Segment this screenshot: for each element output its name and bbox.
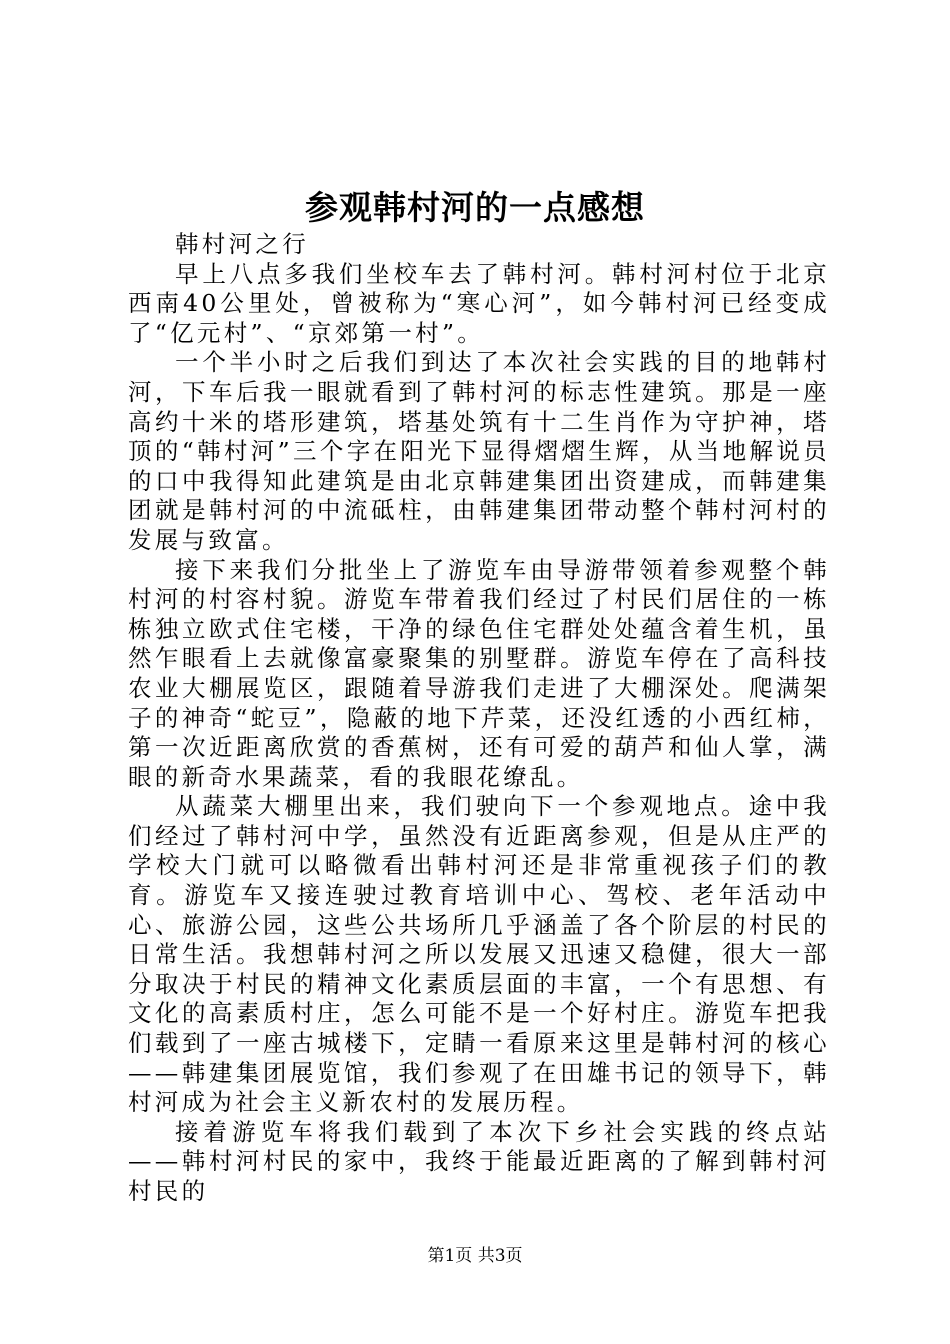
paragraph: 从蔬菜大棚里出来，我们驶向下一个参观地点。途中我们经过了韩村河中学，虽然没有近距离参观，但是从庄严的学校大门就可以略微看出韩村河还是非常重视孩子们的教育。游览车又接连驶过教育培训中心、驾校、老年活动中心、旅游公园，这些公共场所几乎涵盖了各个阶层的村民的日常生活。我想韩村河之所以发展又迅速又稳健，很大一部分取决于村民的精神文化素质层面的丰富，一个有思想、有文化的高素质村庄，怎么可能不是一个好村庄。游览车把我们载到了一座古城楼下，定睛一看原来这里是韩村河的核心——韩建集团展览馆，我们参观了在田雄书记的领导下，韩村河成为社会主义新农村的发展历程。 <box>128 792 830 1117</box>
paragraph-heading: 韩村河之行 <box>175 230 309 258</box>
page-footer: 第1页 共3页 <box>427 1246 523 1266</box>
paragraph: 早上八点多我们坐校车去了韩村河。韩村河村位于北京西南40公里处，曾被称为“寒心河”，如今韩村河已经变成了“亿元村”、“京郊第一村”。 <box>128 259 830 347</box>
document-title: 参观韩村河的一点感想 <box>305 188 645 227</box>
paragraph: 接着游览车将我们载到了本次下乡社会实践的终点站——韩村河村民的家中，我终于能最近距离的了解到韩村河村民的 <box>128 1117 830 1205</box>
paragraph: 一个半小时之后我们到达了本次社会实践的目的地韩村河，下车后我一眼就看到了韩村河的标志性建筑。那是一座高约十米的塔形建筑，塔基处筑有十二生肖作为守护神，塔顶的“韩村河”三个字在阳光下显得熠熠生辉，从当地解说员的口中我得知此建筑是由北京韩建集团出资建成，而韩建集团就是韩村河的中流砥柱，由韩建集团带动整个韩村河村的发展与致富。 <box>128 348 830 554</box>
paragraph: 接下来我们分批坐上了游览车由导游带领着参观整个韩村河的村容村貌。游览车带着我们经过了村民们居住的一栋栋独立欧式住宅楼，干净的绿色住宅群处处蕴含着生机，虽然乍眼看上去就像富豪聚集的别墅群。游览车停在了高科技农业大棚展览区，跟随着导游我们走进了大棚深处。爬满架子的神奇“蛇豆”，隐蔽的地下芹菜，还没红透的小西红柿，第一次近距离欣赏的香蕉树，还有可爱的葫芦和仙人掌，满眼的新奇水果蔬菜，看的我眼花缭乱。 <box>128 555 830 791</box>
document-body <box>128 230 830 1207</box>
